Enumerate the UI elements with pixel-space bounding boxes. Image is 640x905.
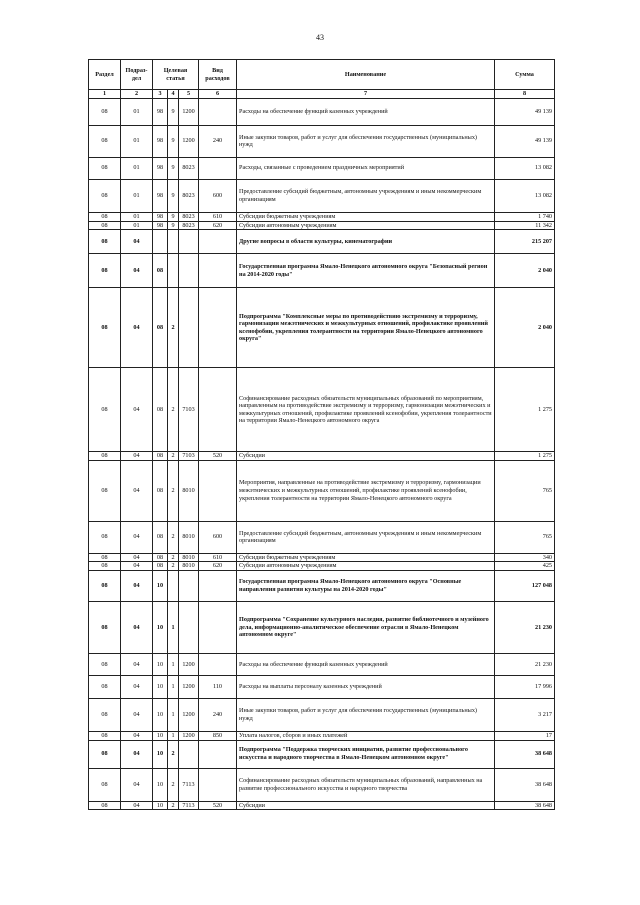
cell-target-1: 10 bbox=[153, 653, 168, 675]
cell-sum: 13 082 bbox=[495, 179, 555, 212]
page-number: 43 bbox=[316, 33, 324, 42]
cell-target-2: 1 bbox=[168, 731, 179, 740]
col-index-cell: 8 bbox=[495, 90, 555, 99]
cell-razdel: 08 bbox=[89, 125, 121, 157]
cell-target-2 bbox=[168, 570, 179, 601]
cell-target-2: 9 bbox=[168, 125, 179, 157]
cell-podrazdel: 01 bbox=[121, 157, 153, 179]
table-row bbox=[89, 521, 555, 553]
cell-name: Иные закупки товаров, работ и услуг для обеспечения государственных (муниципальных) нужд bbox=[237, 125, 495, 157]
table-row bbox=[89, 740, 555, 768]
cell-target-3: 8010 bbox=[179, 521, 199, 553]
cell-name: Государственная программа Ямало-Ненецкого автономного округа "Основные направления развития культуры на 2014-2020 годы" bbox=[237, 570, 495, 601]
col-index-cell: 6 bbox=[199, 90, 237, 99]
cell-target-3 bbox=[179, 601, 199, 653]
cell-target-1: 10 bbox=[153, 675, 168, 698]
cell-sum: 38 648 bbox=[495, 768, 555, 801]
cell-target-3 bbox=[179, 288, 199, 368]
cell-name: Субсидии бюджетным учреждениям bbox=[237, 553, 495, 562]
cell-name: Мероприятия, направленные на противодействие экстремизму и терроризму, гармонизации межэтнических и межкультурных отношений, профилактике проявлений ксенофобии, укрепления толерантности на территории Ямало-Ненецкого автономного округа bbox=[237, 460, 495, 521]
cell-podrazdel: 04 bbox=[121, 801, 153, 810]
cell-target-2: 2 bbox=[168, 288, 179, 368]
table-row bbox=[89, 460, 555, 521]
cell-sum: 765 bbox=[495, 521, 555, 553]
cell-name: Предоставление субсидий бюджетным, автономным учреждениям и иным некоммерческим организациям bbox=[237, 521, 495, 553]
table-row bbox=[89, 288, 555, 368]
cell-podrazdel: 04 bbox=[121, 601, 153, 653]
cell-vid bbox=[199, 740, 237, 768]
cell-sum: 1 275 bbox=[495, 452, 555, 461]
cell-target-2: 2 bbox=[168, 452, 179, 461]
cell-vid: 600 bbox=[199, 521, 237, 553]
cell-vid bbox=[199, 288, 237, 368]
cell-vid bbox=[199, 157, 237, 179]
cell-podrazdel: 04 bbox=[121, 562, 153, 571]
cell-podrazdel: 04 bbox=[121, 570, 153, 601]
cell-sum: 127 048 bbox=[495, 570, 555, 601]
table-row bbox=[89, 368, 555, 452]
cell-razdel: 08 bbox=[89, 460, 121, 521]
col-index-cell: 3 bbox=[153, 90, 168, 99]
cell-target-2: 9 bbox=[168, 221, 179, 230]
cell-vid: 110 bbox=[199, 675, 237, 698]
cell-target-1: 10 bbox=[153, 768, 168, 801]
cell-razdel: 08 bbox=[89, 288, 121, 368]
cell-name: Расходы, связанные с проведением праздничных мероприятий bbox=[237, 157, 495, 179]
table-row bbox=[89, 452, 555, 461]
cell-razdel: 08 bbox=[89, 801, 121, 810]
header-sum: Сумма bbox=[495, 60, 555, 90]
cell-target-2: 2 bbox=[168, 801, 179, 810]
cell-target-2: 2 bbox=[168, 460, 179, 521]
cell-vid: 520 bbox=[199, 801, 237, 810]
cell-podrazdel: 04 bbox=[121, 740, 153, 768]
cell-target-1: 98 bbox=[153, 98, 168, 125]
cell-target-3 bbox=[179, 570, 199, 601]
table-row bbox=[89, 570, 555, 601]
header-target: Целевая статья bbox=[153, 60, 199, 90]
cell-name: Субсидии бюджетным учреждениям bbox=[237, 212, 495, 221]
cell-target-2 bbox=[168, 230, 179, 254]
cell-podrazdel: 01 bbox=[121, 221, 153, 230]
cell-target-1: 98 bbox=[153, 157, 168, 179]
table-row bbox=[89, 675, 555, 698]
cell-name: Субсидии автономным учреждениям bbox=[237, 221, 495, 230]
cell-target-3 bbox=[179, 740, 199, 768]
cell-sum: 425 bbox=[495, 562, 555, 571]
cell-razdel: 08 bbox=[89, 368, 121, 452]
cell-sum: 21 230 bbox=[495, 653, 555, 675]
cell-target-3: 8010 bbox=[179, 562, 199, 571]
cell-sum: 1 275 bbox=[495, 368, 555, 452]
cell-name: Подпрограмма "Поддержка творческих инициатив, развитие профессионального искусства и народного творчества в Ямало-Ненецком автономном округе" bbox=[237, 740, 495, 768]
cell-sum: 215 207 bbox=[495, 230, 555, 254]
cell-target-1: 08 bbox=[153, 460, 168, 521]
cell-podrazdel: 01 bbox=[121, 125, 153, 157]
cell-vid bbox=[199, 570, 237, 601]
cell-razdel: 08 bbox=[89, 731, 121, 740]
cell-target-1: 08 bbox=[153, 521, 168, 553]
cell-target-3: 8010 bbox=[179, 460, 199, 521]
table-row bbox=[89, 653, 555, 675]
cell-razdel: 08 bbox=[89, 521, 121, 553]
cell-podrazdel: 04 bbox=[121, 731, 153, 740]
cell-target-3 bbox=[179, 254, 199, 288]
cell-podrazdel: 04 bbox=[121, 254, 153, 288]
cell-razdel: 08 bbox=[89, 740, 121, 768]
cell-name: Софинансирование расходных обязательств муниципальных образований, направленных на развитие профессионального искусства и народного творчества bbox=[237, 768, 495, 801]
cell-razdel: 08 bbox=[89, 221, 121, 230]
cell-vid: 620 bbox=[199, 562, 237, 571]
cell-target-2: 1 bbox=[168, 675, 179, 698]
cell-podrazdel: 04 bbox=[121, 452, 153, 461]
cell-vid: 850 bbox=[199, 731, 237, 740]
col-index-cell: 4 bbox=[168, 90, 179, 99]
table-row bbox=[89, 125, 555, 157]
cell-target-2: 2 bbox=[168, 768, 179, 801]
cell-name: Расходы на выплаты персоналу казенных учреждений bbox=[237, 675, 495, 698]
cell-vid: 240 bbox=[199, 698, 237, 731]
cell-razdel: 08 bbox=[89, 601, 121, 653]
cell-vid bbox=[199, 98, 237, 125]
cell-razdel: 08 bbox=[89, 698, 121, 731]
cell-podrazdel: 01 bbox=[121, 212, 153, 221]
cell-podrazdel: 04 bbox=[121, 553, 153, 562]
cell-podrazdel: 04 bbox=[121, 288, 153, 368]
cell-vid bbox=[199, 653, 237, 675]
cell-target-2 bbox=[168, 254, 179, 288]
cell-name: Расходы на обеспечение функций казенных учреждений bbox=[237, 653, 495, 675]
cell-vid: 620 bbox=[199, 221, 237, 230]
cell-vid: 240 bbox=[199, 125, 237, 157]
cell-target-3 bbox=[179, 230, 199, 254]
cell-razdel: 08 bbox=[89, 553, 121, 562]
cell-sum: 13 082 bbox=[495, 157, 555, 179]
cell-vid bbox=[199, 768, 237, 801]
cell-podrazdel: 04 bbox=[121, 768, 153, 801]
table-row bbox=[89, 98, 555, 125]
cell-razdel: 08 bbox=[89, 212, 121, 221]
cell-razdel: 08 bbox=[89, 570, 121, 601]
col-index-cell: 7 bbox=[237, 90, 495, 99]
cell-razdel: 08 bbox=[89, 562, 121, 571]
cell-target-1: 10 bbox=[153, 801, 168, 810]
header-row bbox=[89, 60, 555, 90]
table-row bbox=[89, 212, 555, 221]
cell-sum: 17 bbox=[495, 731, 555, 740]
cell-target-1: 98 bbox=[153, 125, 168, 157]
cell-name: Субсидии bbox=[237, 452, 495, 461]
cell-vid bbox=[199, 601, 237, 653]
cell-target-1: 08 bbox=[153, 553, 168, 562]
cell-target-2: 1 bbox=[168, 698, 179, 731]
cell-podrazdel: 04 bbox=[121, 698, 153, 731]
cell-name: Субсидии автономным учреждениям bbox=[237, 562, 495, 571]
cell-sum: 3 217 bbox=[495, 698, 555, 731]
cell-razdel: 08 bbox=[89, 653, 121, 675]
cell-razdel: 08 bbox=[89, 768, 121, 801]
cell-target-1: 10 bbox=[153, 731, 168, 740]
cell-name: Другие вопросы в области культуры, кинематографии bbox=[237, 230, 495, 254]
header-podrazdel: Подраз-дел bbox=[121, 60, 153, 90]
cell-sum: 2 040 bbox=[495, 288, 555, 368]
cell-target-3: 7113 bbox=[179, 801, 199, 810]
cell-podrazdel: 04 bbox=[121, 521, 153, 553]
table-row bbox=[89, 230, 555, 254]
table-row bbox=[89, 157, 555, 179]
table-row bbox=[89, 562, 555, 571]
cell-target-1: 10 bbox=[153, 570, 168, 601]
cell-vid: 610 bbox=[199, 212, 237, 221]
cell-target-2: 2 bbox=[168, 521, 179, 553]
cell-target-3: 1200 bbox=[179, 731, 199, 740]
cell-sum: 1 740 bbox=[495, 212, 555, 221]
table-row bbox=[89, 179, 555, 212]
table-body bbox=[89, 98, 555, 810]
cell-sum: 49 139 bbox=[495, 125, 555, 157]
cell-vid: 610 bbox=[199, 553, 237, 562]
cell-sum: 17 996 bbox=[495, 675, 555, 698]
cell-sum: 11 342 bbox=[495, 221, 555, 230]
cell-target-3: 7103 bbox=[179, 368, 199, 452]
header-razdel: Раздел bbox=[89, 60, 121, 90]
cell-sum: 21 230 bbox=[495, 601, 555, 653]
cell-sum: 38 648 bbox=[495, 740, 555, 768]
cell-name: Субсидии bbox=[237, 801, 495, 810]
cell-sum: 340 bbox=[495, 553, 555, 562]
cell-target-2: 9 bbox=[168, 98, 179, 125]
cell-vid bbox=[199, 368, 237, 452]
cell-target-1: 08 bbox=[153, 288, 168, 368]
cell-target-3: 1200 bbox=[179, 125, 199, 157]
cell-target-1: 98 bbox=[153, 179, 168, 212]
table-row bbox=[89, 731, 555, 740]
cell-podrazdel: 04 bbox=[121, 230, 153, 254]
cell-target-1: 10 bbox=[153, 740, 168, 768]
cell-target-2: 1 bbox=[168, 653, 179, 675]
cell-target-1: 08 bbox=[153, 368, 168, 452]
cell-target-2: 9 bbox=[168, 179, 179, 212]
cell-target-3: 1200 bbox=[179, 698, 199, 731]
table-row bbox=[89, 698, 555, 731]
header-name: Наименование bbox=[237, 60, 495, 90]
cell-target-1: 10 bbox=[153, 698, 168, 731]
cell-razdel: 08 bbox=[89, 254, 121, 288]
cell-target-1: 98 bbox=[153, 221, 168, 230]
cell-vid bbox=[199, 230, 237, 254]
cell-target-3: 8023 bbox=[179, 221, 199, 230]
cell-target-3: 7103 bbox=[179, 452, 199, 461]
cell-target-1: 08 bbox=[153, 452, 168, 461]
cell-target-3: 8023 bbox=[179, 212, 199, 221]
cell-target-2: 2 bbox=[168, 740, 179, 768]
cell-name: Предоставление субсидий бюджетным, автономным учреждениям и иным некоммерческим организациям bbox=[237, 179, 495, 212]
table-row bbox=[89, 601, 555, 653]
cell-target-2: 2 bbox=[168, 553, 179, 562]
cell-podrazdel: 04 bbox=[121, 675, 153, 698]
table-row bbox=[89, 553, 555, 562]
col-index-cell: 2 bbox=[121, 90, 153, 99]
cell-podrazdel: 04 bbox=[121, 653, 153, 675]
cell-podrazdel: 01 bbox=[121, 98, 153, 125]
cell-target-2: 2 bbox=[168, 562, 179, 571]
cell-name: Уплата налогов, сборов и иных платежей bbox=[237, 731, 495, 740]
cell-podrazdel: 04 bbox=[121, 368, 153, 452]
cell-vid: 520 bbox=[199, 452, 237, 461]
cell-name: Подпрограмма "Сохранение культурного наследия, развитие библиотечного и музейного дела, информационно-аналитическое обеспечение отрасли в Ямало-Ненецком автономном округе" bbox=[237, 601, 495, 653]
cell-razdel: 08 bbox=[89, 98, 121, 125]
cell-razdel: 08 bbox=[89, 452, 121, 461]
cell-target-1: 08 bbox=[153, 562, 168, 571]
budget-table bbox=[88, 59, 555, 810]
header-vid: Вид расходов bbox=[199, 60, 237, 90]
cell-target-1: 10 bbox=[153, 601, 168, 653]
cell-target-1 bbox=[153, 230, 168, 254]
cell-name: Софинансирование расходных обязательств муниципальных образований по мероприятиям, направленным на противодействие экстремизму и терроризму, гармонизации межэтнических и межкультурных отношений, профилактике проявлений ксенофобии, укрепления толерантности на территории Ямало-Ненецкого автономного округа bbox=[237, 368, 495, 452]
cell-target-1: 98 bbox=[153, 212, 168, 221]
table-row bbox=[89, 221, 555, 230]
cell-target-2: 1 bbox=[168, 601, 179, 653]
cell-target-3: 8010 bbox=[179, 553, 199, 562]
table-row bbox=[89, 254, 555, 288]
cell-target-3: 1200 bbox=[179, 675, 199, 698]
cell-target-2: 9 bbox=[168, 212, 179, 221]
cell-razdel: 08 bbox=[89, 675, 121, 698]
cell-podrazdel: 01 bbox=[121, 179, 153, 212]
cell-name: Иные закупки товаров, работ и услуг для обеспечения государственных (муниципальных) нужд bbox=[237, 698, 495, 731]
table-row bbox=[89, 768, 555, 801]
cell-target-2: 2 bbox=[168, 368, 179, 452]
cell-target-3: 8023 bbox=[179, 179, 199, 212]
cell-vid bbox=[199, 460, 237, 521]
column-index-row bbox=[89, 90, 555, 99]
cell-vid: 600 bbox=[199, 179, 237, 212]
cell-name: Подпрограмма "Комплексные меры по противодействию экстремизму и терроризму, гармонизации межэтнических и межкультурных отношений, профилактике проявлений ксенофобии, укрепления толерантности на территории Ямало-Ненецкого автономного округа" bbox=[237, 288, 495, 368]
cell-name: Государственная программа Ямало-Ненецкого автономного округа "Безопасный регион на 2014-2020 годы" bbox=[237, 254, 495, 288]
cell-vid bbox=[199, 254, 237, 288]
cell-razdel: 08 bbox=[89, 230, 121, 254]
cell-target-1: 08 bbox=[153, 254, 168, 288]
cell-name: Расходы на обеспечение функций казенных учреждений bbox=[237, 98, 495, 125]
cell-target-2: 9 bbox=[168, 157, 179, 179]
cell-sum: 49 139 bbox=[495, 98, 555, 125]
cell-target-3: 8023 bbox=[179, 157, 199, 179]
cell-sum: 765 bbox=[495, 460, 555, 521]
cell-razdel: 08 bbox=[89, 157, 121, 179]
cell-sum: 38 648 bbox=[495, 801, 555, 810]
cell-razdel: 08 bbox=[89, 179, 121, 212]
cell-target-3: 1200 bbox=[179, 98, 199, 125]
table-row bbox=[89, 801, 555, 810]
cell-sum: 2 040 bbox=[495, 254, 555, 288]
cell-podrazdel: 04 bbox=[121, 460, 153, 521]
col-index-cell: 1 bbox=[89, 90, 121, 99]
cell-target-3: 1200 bbox=[179, 653, 199, 675]
cell-target-3: 7113 bbox=[179, 768, 199, 801]
col-index-cell: 5 bbox=[179, 90, 199, 99]
